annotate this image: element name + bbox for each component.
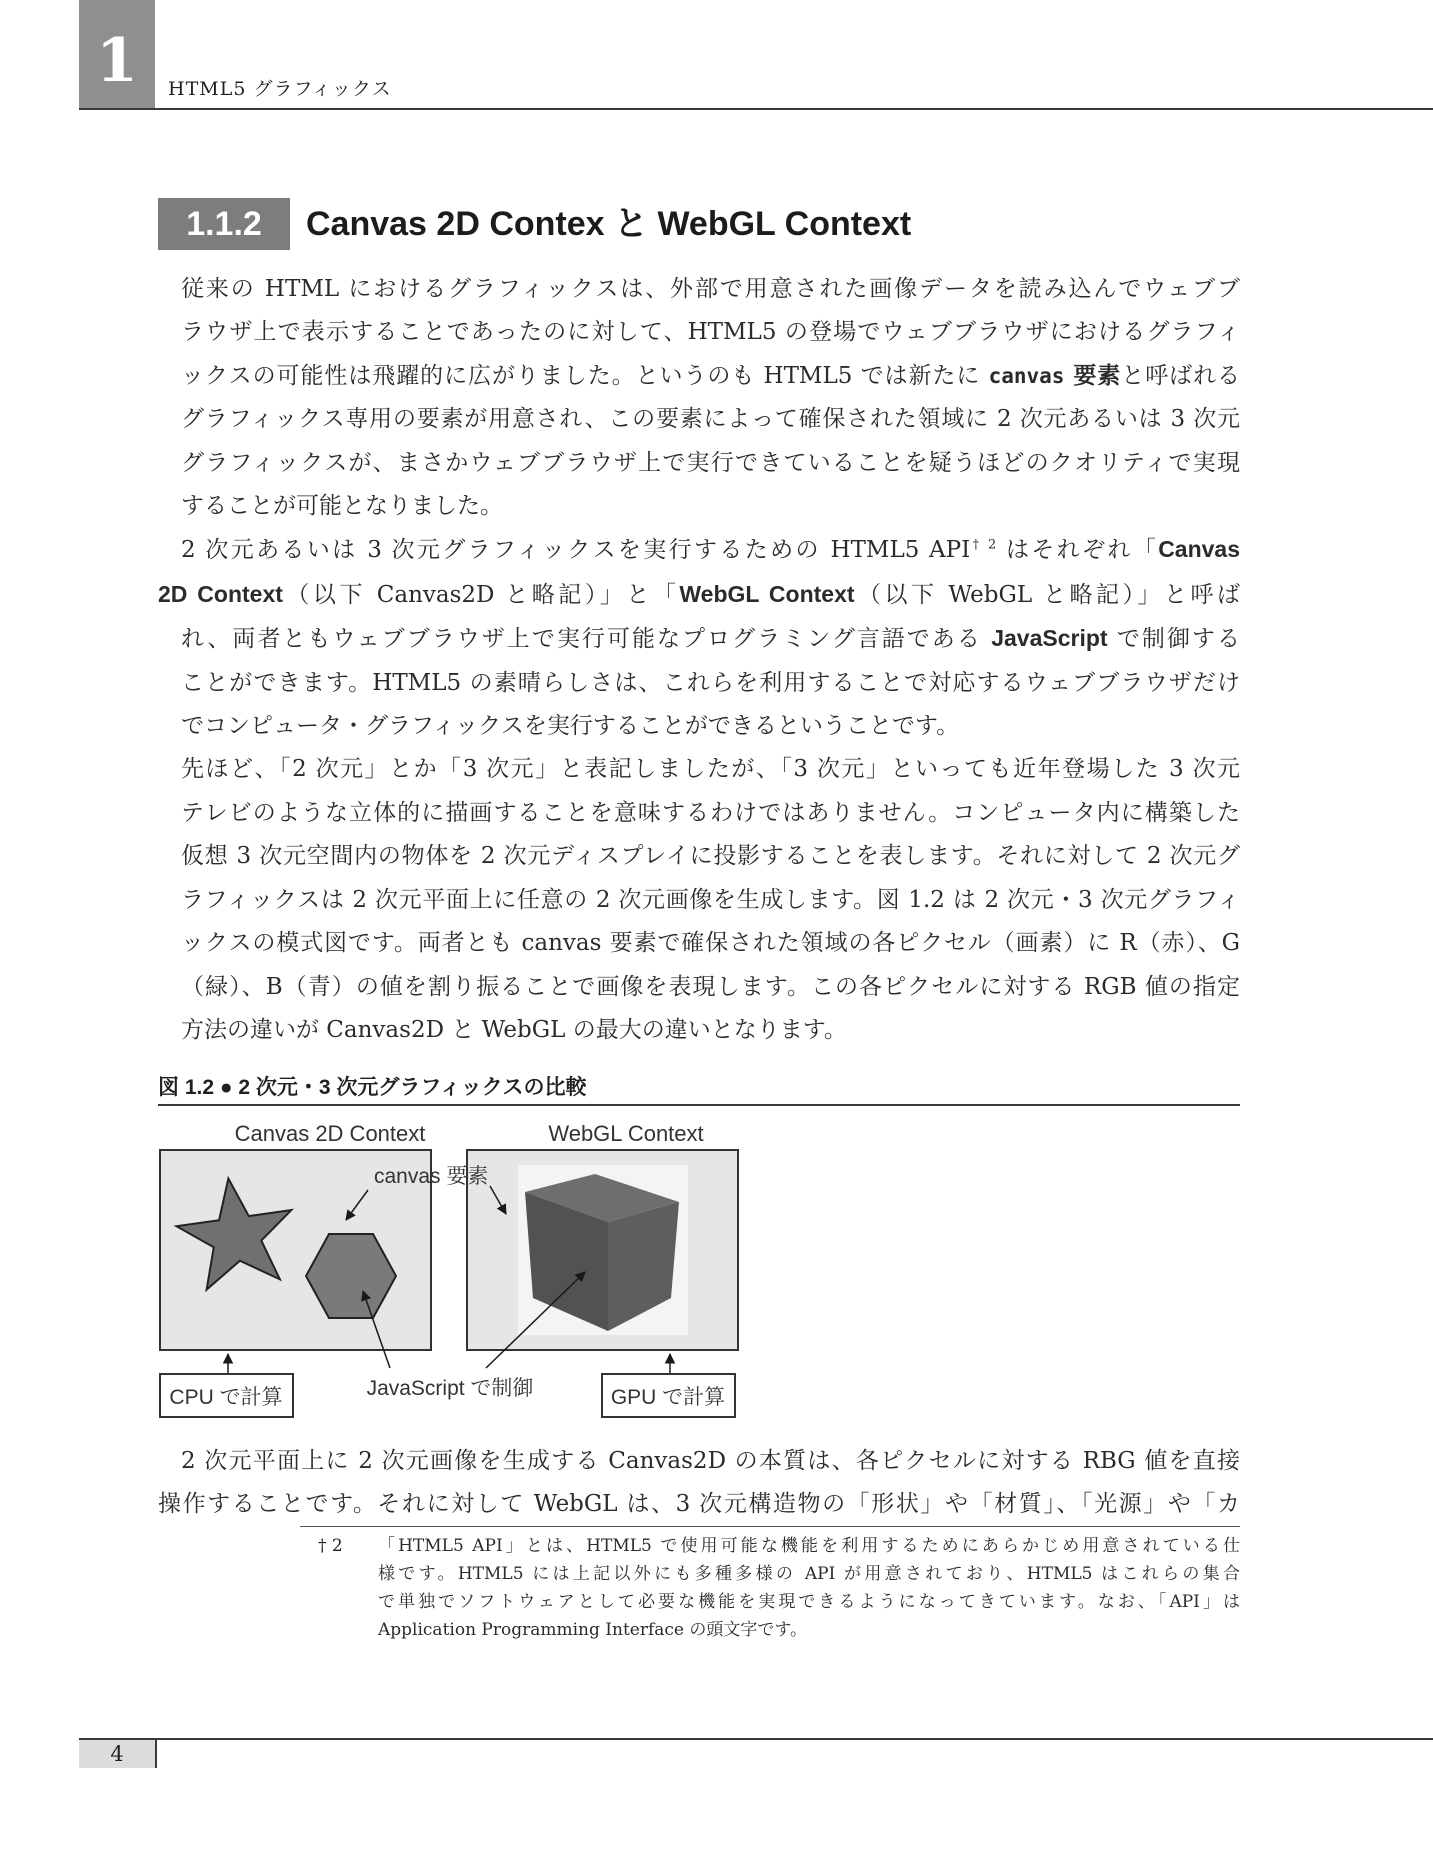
text-span: はそれぞれ「 <box>996 537 1159 564</box>
label-cpu: CPU で計算 <box>169 1386 283 1409</box>
chapter-tab <box>79 0 155 110</box>
label-canvas2d: Canvas 2D Context <box>234 1121 426 1146</box>
body-text <box>158 268 1240 1052</box>
label-javascript: JavaScript で制御 <box>366 1377 534 1400</box>
body-text-continued <box>158 1440 1240 1527</box>
figure-diagram <box>150 1110 750 1430</box>
text-line: 仮想 3 次元空間内の物体を 2 次元ディスプレイに投影することを表します。それに対して 2 次元グ <box>181 843 1240 870</box>
bold-term: WebGL Context <box>679 580 855 607</box>
text-span: で制御する <box>1107 626 1241 653</box>
text-line <box>158 528 1240 572</box>
bold-term: JavaScript <box>991 625 1108 652</box>
footnote-mark: † 2 <box>318 1536 343 1556</box>
text-line: ラウザ上で表示することであったのに対して、HTML5 の登場でウェブブラウザにおけるグラフィ <box>181 319 1240 346</box>
header-rule <box>79 108 1433 110</box>
text-line: 方法の違いが Canvas2D と WebGL の最大の違いとなります。 <box>181 1016 847 1043</box>
chapter-number: 1 <box>96 26 138 96</box>
text-line: することが可能となりました。 <box>181 493 503 520</box>
text-span: と呼ばれる <box>1121 362 1240 389</box>
footnote-line: で単独でソフトウェアとして必要な機能を実現できるようになってきています。なお、「API」は <box>378 1592 1240 1612</box>
bold-term: 要素 <box>1064 362 1122 389</box>
paragraph <box>158 528 1240 748</box>
footnote-line: 様です。HTML5 には上記以外にも多種多様の API が用意されており、HTML5 はこれらの集合 <box>378 1564 1240 1584</box>
figure-caption: 図 1.2 ● 2 次元・3 次元グラフィックスの比較 <box>158 1076 587 1099</box>
paragraph <box>158 748 1240 1052</box>
text-line: グラフィックスが、まさかウェブブラウザ上で実行できていることを疑うほどのクオリティで実現 <box>181 449 1240 476</box>
text-line: グラフィックス専用の要素が用意され、この要素によって確保された領域に 2 次元あるいは 3 次元 <box>181 406 1240 433</box>
footnote-ref: † 2 <box>970 537 997 553</box>
text-span: れ、両者ともウェブブラウザ上で実行可能なプログラミング言語である <box>181 626 992 653</box>
bold-term: 2D Context <box>158 580 283 607</box>
footnote-line: 「HTML5 API」とは、HTML5 で使用可能な機能を利用するためにあらかじめ用意されている仕 <box>378 1536 1240 1556</box>
section-title: Canvas 2D Contex と WebGL Context <box>306 205 912 243</box>
text-line <box>158 355 1240 398</box>
chapter-title: HTML5 グラフィックス <box>168 78 392 100</box>
figure-caption-rule <box>158 1104 1240 1106</box>
text-line <box>158 617 1240 661</box>
text-line: 先ほど、「2 次元」とか「3 次元」と表記しましたが、「3 次元」といっても近年登場した 3 次元 <box>181 756 1240 783</box>
footer-rule <box>79 1738 1433 1740</box>
footnote-line: Application Programming Interface の頭文字です。 <box>378 1620 808 1640</box>
paragraph <box>158 1440 1240 1527</box>
label-canvas-element: canvas 要素 <box>374 1165 489 1188</box>
text-line: テレビのような立体的に描画することを意味するわけではありません。コンピュータ内に構築した <box>181 799 1240 826</box>
text-span: （以下 WebGL と略記）」と呼ば <box>854 581 1240 608</box>
text-line: 従来の HTML におけるグラフィックスは、外部で用意された画像データを読み込んでウェブブ <box>181 276 1240 302</box>
code-canvas: canvas <box>988 363 1065 388</box>
text-line: ラフィックスは 2 次元平面上に任意の 2 次元画像を生成します。図 1.2 は 2 次元・3 次元グラフィ <box>181 886 1240 913</box>
page-number: 4 <box>110 1742 124 1766</box>
text-span: ックスの可能性は飛躍的に広がりました。というのも HTML5 では新たに <box>181 362 989 389</box>
text-line: ことができます。HTML5 の素晴らしさは、これらを利用することで対応するウェブブラウザだけ <box>181 669 1240 696</box>
text-line: （緑）、B（青）の値を割り振ることで画像を表現します。この各ピクセルに対する RGB 値の指定 <box>181 973 1240 1000</box>
text-span: 2 次元あるいは 3 次元グラフィックスを実行するための HTML5 API <box>181 537 971 564</box>
label-gpu: GPU で計算 <box>610 1386 726 1409</box>
footnote-text <box>378 1532 1240 1644</box>
text-line: 2 次元平面上に 2 次元画像を生成する Canvas2D の本質は、各ピクセルに対する RBG 値を直接 <box>181 1448 1240 1474</box>
text-span: （以下 Canvas2D と略記）」と「 <box>282 581 680 608</box>
section-number: 1.1.2 <box>158 198 290 250</box>
text-line: 操作することです。それに対して WebGL は、3 次元構造物の「形状」や「材質」、「光源」や「カ <box>158 1491 1240 1518</box>
text-line: ックスの模式図です。両者とも canvas 要素で確保された領域の各ピクセル（画素）に R（赤）、G <box>181 930 1240 957</box>
footnote-rule <box>300 1526 1240 1527</box>
bold-term: Canvas <box>1158 536 1241 563</box>
paragraph <box>158 268 1240 528</box>
text-line <box>158 573 1240 617</box>
label-webgl: WebGL Context <box>548 1121 704 1146</box>
text-line: でコンピュータ・グラフィックスを実行することができるということです。 <box>181 713 960 740</box>
